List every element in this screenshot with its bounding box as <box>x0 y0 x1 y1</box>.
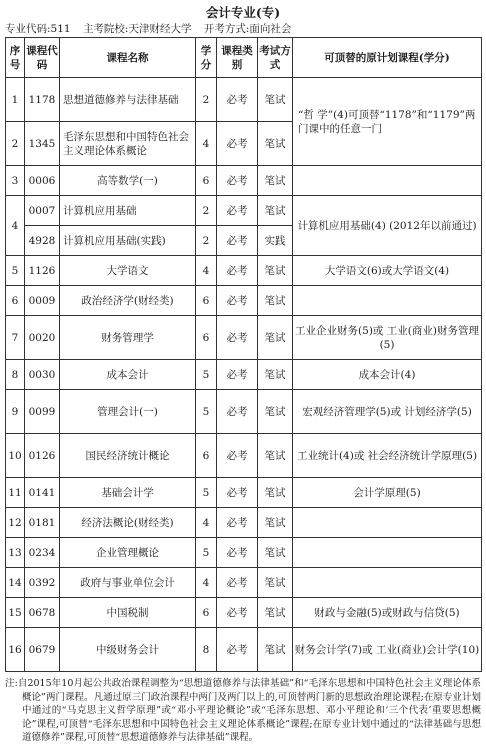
table-row <box>6 628 482 672</box>
table-row <box>6 434 482 478</box>
cell-name: 计算机应用基础 <box>60 196 196 226</box>
cell-type: 必考 <box>217 316 258 360</box>
cell-seq: 16 <box>6 628 25 672</box>
cell-code: 0099 <box>25 390 60 434</box>
cell-credit: 5 <box>196 478 217 508</box>
cell-credit: 5 <box>196 390 217 434</box>
cell-type: 必考 <box>217 478 258 508</box>
table-row <box>6 286 482 316</box>
cell-exam: 笔试 <box>258 434 293 478</box>
course-table <box>5 37 482 672</box>
cell-seq: 7 <box>6 316 25 360</box>
cell-seq: 3 <box>6 166 25 196</box>
cell-code: 0234 <box>25 538 60 568</box>
cell-replace <box>293 508 482 538</box>
cell-name: 管理会计(一) <box>60 390 196 434</box>
cell-name: 国民经济统计概论 <box>60 434 196 478</box>
cell-code: 0678 <box>25 598 60 628</box>
cell-exam: 笔试 <box>258 78 293 122</box>
cell-code: 0392 <box>25 568 60 598</box>
cell-seq: 10 <box>6 434 25 478</box>
cell-credit: 2 <box>196 226 217 256</box>
cell-name: 经济法概论(财经类) <box>60 508 196 538</box>
cell-credit: 4 <box>196 256 217 286</box>
cell-credit: 8 <box>196 628 217 672</box>
cell-name: 基础会计学 <box>60 478 196 508</box>
cell-code: 1345 <box>25 122 60 166</box>
cell-replace <box>293 166 482 196</box>
cell-name: 企业管理概论 <box>60 538 196 568</box>
table-row <box>6 196 482 226</box>
cell-seq: 14 <box>6 568 25 598</box>
cell-name: 毛泽东思想和中国特色社会主义理论体系概论 <box>60 122 196 166</box>
table-row <box>6 538 482 568</box>
cell-type: 必考 <box>217 196 258 226</box>
cell-name: 政治经济学(财经类) <box>60 286 196 316</box>
cell-credit: 5 <box>196 360 217 390</box>
cell-type: 必考 <box>217 538 258 568</box>
table-row <box>6 598 482 628</box>
cell-seq: 6 <box>6 286 25 316</box>
cell-credit: 6 <box>196 598 217 628</box>
table-row <box>6 508 482 538</box>
cell-type: 必考 <box>217 226 258 256</box>
header-exam: 考试方式 <box>258 38 293 78</box>
cell-exam: 笔试 <box>258 598 293 628</box>
header-seq: 序号 <box>6 38 25 78</box>
cell-seq: 9 <box>6 390 25 434</box>
program-code: 专业代码:511 <box>5 23 71 35</box>
cell-credit: 4 <box>196 568 217 598</box>
cell-replace <box>293 538 482 568</box>
cell-type: 必考 <box>217 434 258 478</box>
cell-credit: 5 <box>196 538 217 568</box>
cell-exam: 笔试 <box>258 508 293 538</box>
cell-type: 必考 <box>217 256 258 286</box>
cell-code: 0141 <box>25 478 60 508</box>
cell-exam: 笔试 <box>258 628 293 672</box>
cell-replace: 工业统计(4)或 社会经济统计学原理(5) <box>293 434 482 478</box>
cell-name: 政府与事业单位会计 <box>60 568 196 598</box>
cell-seq: 11 <box>6 478 25 508</box>
cell-type: 必考 <box>217 360 258 390</box>
cell-type: 必考 <box>217 286 258 316</box>
cell-exam: 笔试 <box>258 286 293 316</box>
cell-exam: 笔试 <box>258 256 293 286</box>
header-name: 课程名称 <box>60 38 196 78</box>
cell-seq: 8 <box>6 360 25 390</box>
cell-credit: 2 <box>196 196 217 226</box>
cell-type: 必考 <box>217 122 258 166</box>
cell-seq: 13 <box>6 538 25 568</box>
cell-name: 中级财务会计 <box>60 628 196 672</box>
cell-type: 必考 <box>217 508 258 538</box>
cell-replace <box>293 568 482 598</box>
cell-type: 必考 <box>217 568 258 598</box>
table-row <box>6 166 482 196</box>
cell-name: 计算机应用基础(实践) <box>60 226 196 256</box>
exam-school: 主考院校:天津财经大学 <box>82 23 192 35</box>
header-type: 课程类别 <box>217 38 258 78</box>
program-meta <box>5 21 481 37</box>
cell-credit: 6 <box>196 316 217 360</box>
cell-replace <box>293 286 482 316</box>
cell-name: 成本会计 <box>60 360 196 390</box>
cell-exam: 笔试 <box>258 390 293 434</box>
cell-name: 大学语文 <box>60 256 196 286</box>
cell-code: 0020 <box>25 316 60 360</box>
table-row <box>6 78 482 122</box>
cell-credit: 2 <box>196 78 217 122</box>
cell-replace: 大学语文(6)或大学语文(4) <box>293 256 482 286</box>
cell-replace: 成本会计(4) <box>293 360 482 390</box>
cell-exam: 笔试 <box>258 360 293 390</box>
cell-replace-merged: 计算机应用基础(4) (2012年以前通过) <box>293 196 482 256</box>
cell-code: 0181 <box>25 508 60 538</box>
table-row <box>6 316 482 360</box>
cell-code: 0007 <box>25 196 60 226</box>
cell-code: 0126 <box>25 434 60 478</box>
exam-mode: 开考方式:面向社会 <box>203 23 292 35</box>
cell-seq: 5 <box>6 256 25 286</box>
table-row <box>6 360 482 390</box>
cell-exam: 笔试 <box>258 568 293 598</box>
cell-replace: 宏观经济管理学(5)或 计划经济学(5) <box>293 390 482 434</box>
cell-seq: 2 <box>6 122 25 166</box>
cell-exam: 笔试 <box>258 166 293 196</box>
cell-type: 必考 <box>217 598 258 628</box>
cell-seq: 15 <box>6 598 25 628</box>
cell-exam: 实践 <box>258 226 293 256</box>
cell-exam: 笔试 <box>258 316 293 360</box>
cell-replace: 财政与金融(5)或财政与信贷(5) <box>293 598 482 628</box>
cell-code: 1126 <box>25 256 60 286</box>
cell-credit: 4 <box>196 122 217 166</box>
cell-code: 1178 <box>25 78 60 122</box>
cell-exam: 笔试 <box>258 478 293 508</box>
cell-type: 必考 <box>217 628 258 672</box>
cell-replace: 财务会计学(7)或 工业(商业)会计学(10) <box>293 628 482 672</box>
cell-code: 0030 <box>25 360 60 390</box>
cell-code: 0679 <box>25 628 60 672</box>
cell-replace: 工业企业财务(5)或 工业(商业)财务管理(5) <box>293 316 482 360</box>
cell-type: 必考 <box>217 166 258 196</box>
cell-credit: 4 <box>196 508 217 538</box>
cell-type: 必考 <box>217 78 258 122</box>
footnote: 注:自2015年10月起公共政治课程调整为“思想道德修养与法律基础”和“毛泽东思想和中国特色社会主义理论体系概论”两门课程。凡通过原三门政治课程中两门及两门以上的,可顶替两门新的思想政治理论课程;在原专业计划中通过的“马克思主义哲学原理”或“邓小平理论概论”或“毛泽东思想、邓小平理论和‘三个代表’重要思想概论”课程,可顶替“毛泽东思想和中国特色社会主义理论体系概论”课程;在原专业计划中通过的“法律基础与思想道德修养”课程,可顶替“思想道德修养与法律基础”课程。 <box>5 678 481 743</box>
cell-replace: 会计学原理(5) <box>293 478 482 508</box>
table-row <box>6 568 482 598</box>
cell-name: 思想道德修养与法律基础 <box>60 78 196 122</box>
cell-code: 0009 <box>25 286 60 316</box>
cell-name: 高等数学(一) <box>60 166 196 196</box>
table-row <box>6 390 482 434</box>
header-replace: 可顶替的原计划课程(学分) <box>293 38 482 78</box>
cell-type: 必考 <box>217 390 258 434</box>
cell-name: 中国税制 <box>60 598 196 628</box>
cell-replace-merged: “哲 学”(4)可顶替“1178”和“1179”两门课中的任意一门 <box>293 78 482 166</box>
cell-code: 4928 <box>25 226 60 256</box>
cell-credit: 6 <box>196 434 217 478</box>
cell-credit: 6 <box>196 166 217 196</box>
cell-name: 财务管理学 <box>60 316 196 360</box>
cell-exam: 笔试 <box>258 196 293 226</box>
page-title: 会计专业(专) <box>205 5 281 20</box>
cell-exam: 笔试 <box>258 538 293 568</box>
header-code: 课程代码 <box>25 38 60 78</box>
table-row <box>6 478 482 508</box>
cell-code: 0006 <box>25 166 60 196</box>
table-row <box>6 256 482 286</box>
cell-credit: 6 <box>196 286 217 316</box>
cell-seq: 1 <box>6 78 25 122</box>
table-header-row <box>6 38 482 78</box>
header-credit: 学分 <box>196 38 217 78</box>
cell-seq: 12 <box>6 508 25 538</box>
cell-seq: 4 <box>6 196 25 256</box>
cell-exam: 笔试 <box>258 122 293 166</box>
